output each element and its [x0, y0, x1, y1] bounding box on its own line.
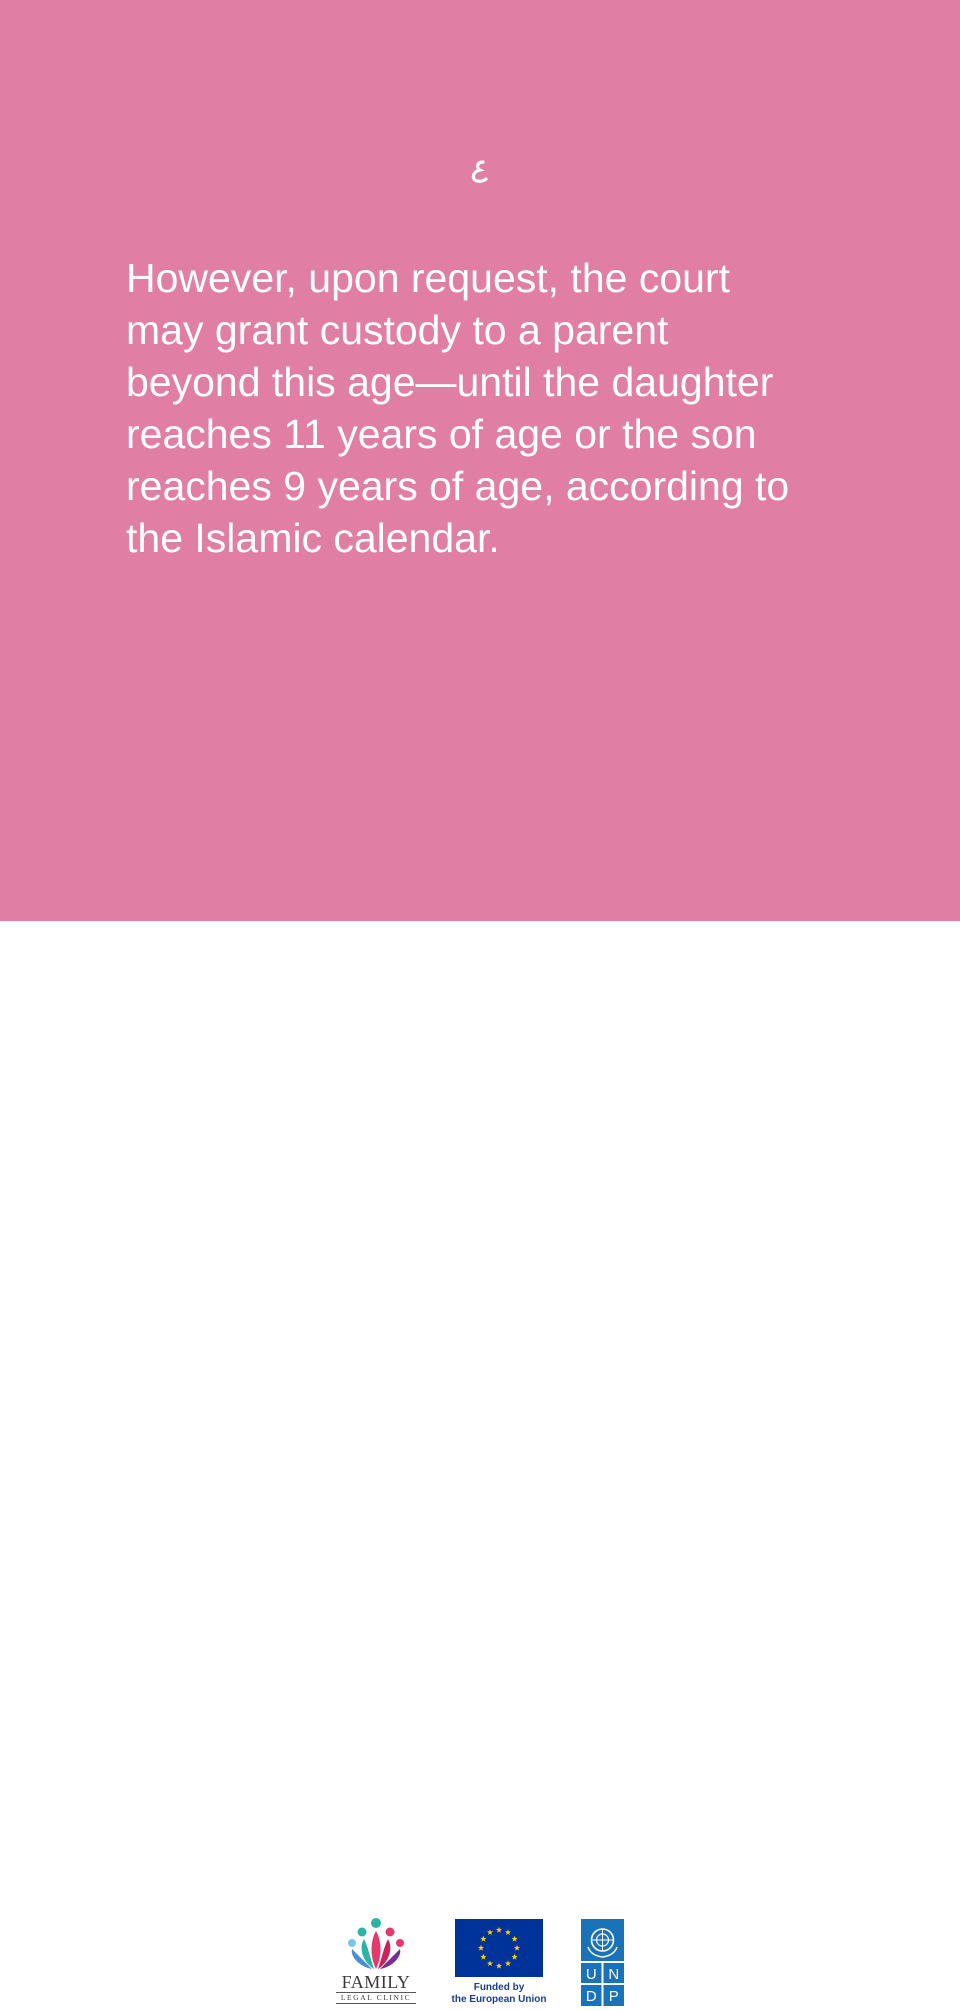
- family-figures-icon: [342, 1917, 410, 1971]
- eu-caption-line2: the European Union: [451, 1994, 547, 2005]
- eu-caption: [449, 1982, 549, 2006]
- footer: [0, 921, 960, 2005]
- family-legal-clinic-logo: [334, 1917, 418, 2009]
- eu-flag-icon: [455, 1919, 543, 1977]
- family-logo-subtitle: LEGAL CLINIC: [336, 1992, 416, 2004]
- undp-logo: [581, 1919, 624, 2006]
- quote-mark-icon: [466, 158, 494, 186]
- content-panel: [0, 0, 960, 921]
- undp-letter-p: P: [608, 1988, 619, 2005]
- eu-caption-line1: Funded by: [473, 1982, 525, 1993]
- undp-letter-n: N: [608, 1966, 620, 1983]
- body-text: However, upon request, the court may grant custody to a parent beyond this age—until the daughter reaches 11 years of age or the son reaches 9 years of age, according to the Islamic calendar.: [126, 255, 790, 561]
- undp-letter-d: D: [585, 1988, 597, 2005]
- eu-logo: [449, 1919, 549, 2011]
- family-logo-name: FAMILY: [341, 1972, 411, 1992]
- undp-letter-u: U: [585, 1966, 597, 1983]
